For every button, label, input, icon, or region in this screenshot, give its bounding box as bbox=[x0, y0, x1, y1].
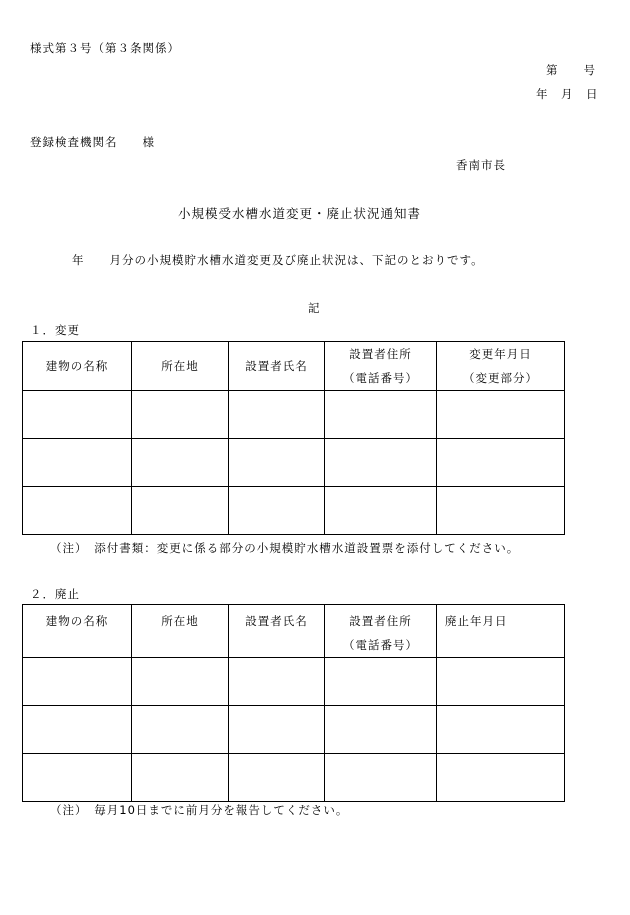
table-cell[interactable] bbox=[437, 658, 565, 706]
table-row bbox=[23, 391, 565, 439]
table-cell[interactable] bbox=[325, 658, 437, 706]
table-cell[interactable] bbox=[229, 439, 325, 487]
intro-text: 年 月分の小規模貯水槽水道変更及び廃止状況は、下記のとおりです。 bbox=[72, 253, 484, 267]
change-section-heading: １．変更 bbox=[30, 323, 80, 337]
table-cell[interactable] bbox=[325, 754, 437, 802]
header-location: 所在地 bbox=[132, 342, 229, 391]
header-abolish-date: 廃止年月日 bbox=[437, 605, 565, 658]
header-change-date-line1: 変更年月日 bbox=[469, 347, 532, 361]
ki-label: 記 bbox=[308, 301, 321, 315]
table-cell[interactable] bbox=[229, 391, 325, 439]
table-cell[interactable] bbox=[23, 391, 132, 439]
table-cell[interactable] bbox=[325, 487, 437, 535]
sender: 香南市長 bbox=[456, 158, 506, 172]
header-building-name: 建物の名称 bbox=[23, 605, 132, 658]
table-header-row bbox=[23, 605, 565, 658]
table-cell[interactable] bbox=[229, 658, 325, 706]
document-title: 小規模受水槽水道変更・廃止状況通知書 bbox=[178, 206, 422, 221]
header-address-line2: （電話番号） bbox=[343, 371, 418, 385]
header-change-date bbox=[437, 342, 565, 391]
table-row bbox=[23, 754, 565, 802]
header-location: 所在地 bbox=[132, 605, 229, 658]
table-cell[interactable] bbox=[132, 658, 229, 706]
addressee: 登録検査機関名 様 bbox=[30, 135, 155, 149]
table-cell[interactable] bbox=[23, 706, 132, 754]
form-number: 様式第３号（第３条関係） bbox=[30, 41, 180, 55]
table-cell[interactable] bbox=[132, 391, 229, 439]
table-row bbox=[23, 706, 565, 754]
table-cell[interactable] bbox=[325, 439, 437, 487]
abolish-table bbox=[22, 604, 565, 802]
table-header-row bbox=[23, 342, 565, 391]
header-change-date-line2: （変更部分） bbox=[463, 371, 538, 385]
table-cell[interactable] bbox=[23, 754, 132, 802]
table-cell[interactable] bbox=[132, 706, 229, 754]
table-cell[interactable] bbox=[437, 754, 565, 802]
document-number: 第 号 bbox=[546, 63, 596, 77]
table-cell[interactable] bbox=[325, 391, 437, 439]
table-cell[interactable] bbox=[132, 754, 229, 802]
header-address-line1: 設置者住所 bbox=[349, 347, 412, 361]
table-cell[interactable] bbox=[229, 706, 325, 754]
header-installer-name: 設置者氏名 bbox=[229, 605, 325, 658]
table-row bbox=[23, 658, 565, 706]
table-cell[interactable] bbox=[437, 487, 565, 535]
table-cell[interactable] bbox=[325, 706, 437, 754]
header-building-name: 建物の名称 bbox=[23, 342, 132, 391]
abolish-note: （注） 毎月10日までに前月分を報告してください。 bbox=[50, 803, 349, 817]
issue-date: 年 月 日 bbox=[536, 87, 599, 101]
table-cell[interactable] bbox=[132, 439, 229, 487]
table-cell[interactable] bbox=[437, 706, 565, 754]
table-cell[interactable] bbox=[229, 487, 325, 535]
header-installer-address bbox=[325, 342, 437, 391]
table-cell[interactable] bbox=[437, 391, 565, 439]
header-address-line1: 設置者住所 bbox=[349, 614, 412, 628]
table-cell[interactable] bbox=[23, 487, 132, 535]
table-cell[interactable] bbox=[23, 658, 132, 706]
table-cell[interactable] bbox=[229, 754, 325, 802]
change-note: （注） 添付書類：変更に係る部分の小規模貯水槽水道設置票を添付してください。 bbox=[50, 541, 520, 555]
table-cell[interactable] bbox=[132, 487, 229, 535]
table-cell[interactable] bbox=[437, 439, 565, 487]
change-table bbox=[22, 341, 565, 535]
header-address-line2: （電話番号） bbox=[343, 638, 418, 652]
header-installer-name: 設置者氏名 bbox=[229, 342, 325, 391]
header-installer-address bbox=[325, 605, 437, 658]
table-row bbox=[23, 439, 565, 487]
table-row bbox=[23, 487, 565, 535]
table-cell[interactable] bbox=[23, 439, 132, 487]
abolish-section-heading: ２．廃止 bbox=[30, 587, 80, 601]
